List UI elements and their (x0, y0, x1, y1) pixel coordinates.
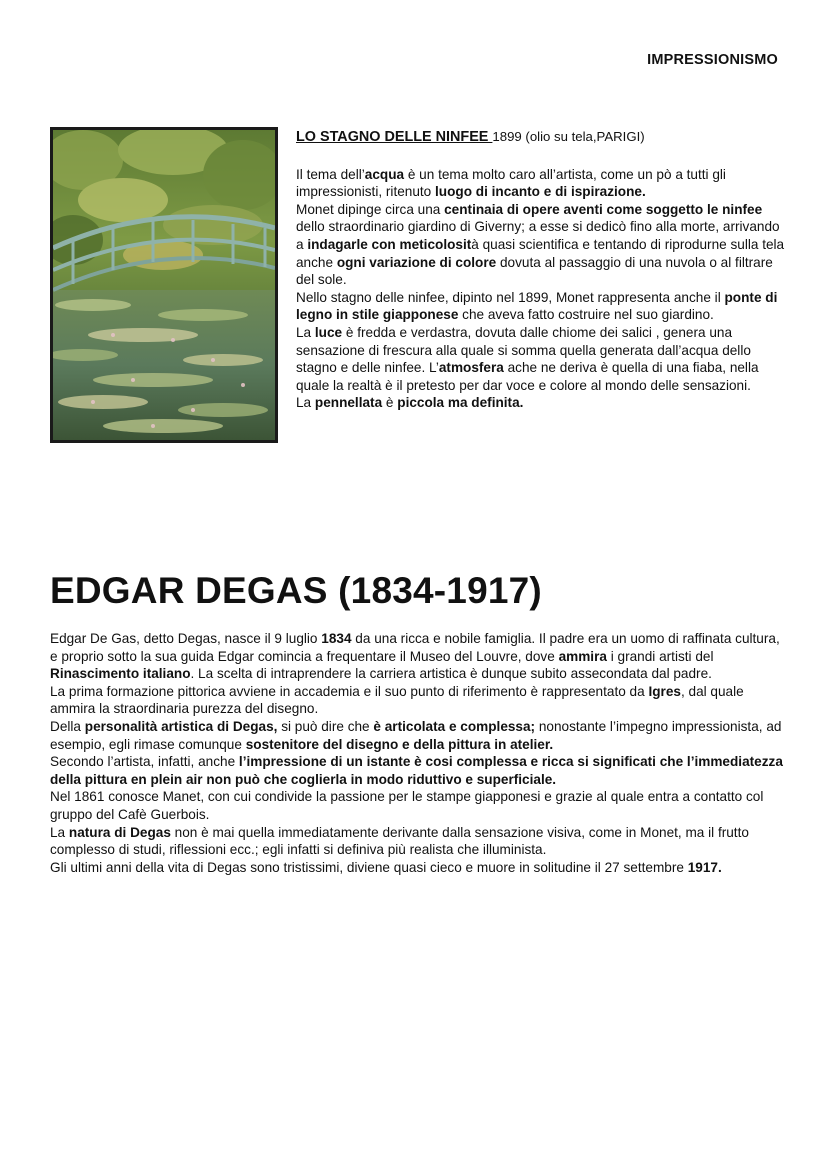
text-run: che aveva fatto costruire nel suo giardino. (458, 307, 714, 323)
degas-paragraph (50, 753, 790, 788)
text-run: dovuta al passaggio di una nuvola o al filtrare del sole. (296, 254, 773, 288)
text-run: Gli ultimi anni della vita di Degas sono tristissimi, diviene quasi cieco e muore in solitudine il 27 settembre (50, 859, 688, 875)
degas-paragraph (50, 824, 790, 859)
bold-text: è articolata e complessa; (373, 718, 536, 734)
degas-paragraph (50, 718, 790, 753)
bold-text: personalità artistica di Degas, (84, 718, 278, 734)
text-run: à quasi scientifica e tentando di riprodurne sulla tela anche (296, 236, 785, 270)
bold-text: Igres (648, 683, 681, 699)
text-run: La (296, 395, 315, 411)
article-title: LO STAGNO DELLE NINFEE (296, 129, 493, 145)
bold-text: luogo di incanto e di ispirazione. (435, 184, 646, 200)
bold-text: luce (314, 324, 343, 340)
bold-text: atmosfera (438, 360, 504, 376)
degas-paragraph (50, 683, 790, 718)
text-run: nonostante l’impegno impressionista, ad esempio, egli rimase comunque (50, 718, 782, 752)
monet-paragraph (296, 394, 786, 412)
text-run: è un tema molto caro all’artista, come un pò a tutti gli impressionisti, ritenuto (296, 166, 726, 200)
text-run: è fredda e verdastra, dovuta dalle chiome dei salici , genera una sensazione di frescura alla quale si somma quella generata dall’acqua dello stagno e delle ninfee. L’ (296, 324, 751, 376)
text-run: Il tema dell’ (296, 166, 365, 182)
bold-text: ponte di legno in stile giapponese (296, 289, 778, 323)
text-run: ache ne deriva è quella di una fiaba, nella quale la realtà è il pretesto per dar voce e colore al mondo delle sensazioni. (296, 360, 759, 393)
text-run: è (382, 395, 398, 411)
bold-text: ammira (558, 648, 607, 664)
bold-text: natura di Degas (68, 824, 171, 840)
text-run: Edgar De Gas, detto Degas, nasce il 9 luglio (50, 631, 322, 646)
bold-text: Rinascimento italiano (50, 666, 191, 682)
bold-text: pennellata (314, 395, 383, 411)
text-run: , dal quale ammira la straordinaria purezza del disegno. (50, 683, 744, 717)
degas-paragraph (50, 859, 790, 877)
monet-paragraph (296, 289, 786, 324)
monet-article (296, 128, 786, 412)
text-run: si può dire che (277, 718, 374, 734)
text-run: . La scelta di intraprendere la carriera artistica è dunque subito assecondata dal padre. (190, 666, 712, 682)
article-title-line (296, 128, 786, 147)
text-run: Della (50, 718, 85, 734)
degas-heading: EDGAR DEGAS (1834-1917) (50, 570, 542, 611)
text-run: Secondo l’artista, infatti, anche (50, 754, 239, 770)
text-run: La (296, 324, 315, 340)
bold-text: 1834 (321, 631, 352, 646)
bold-text: l’impressione di un istante è cosi complessa e ricca si significati che l’immediatezza della pittura en plein air non può che coglierla in modo riduttivo e superficiale. (50, 754, 783, 787)
bold-text: sostenitore del disegno e della pittura in atelier. (245, 736, 554, 752)
text-run: Nello stagno delle ninfee, dipinto nel 1899, Monet rappresenta anche il (296, 289, 725, 305)
text-run: da una ricca e nobile famiglia. Il padre era un uomo di raffinata cultura, e proprio sotto la sua guida Edgar comincia a frequentare il Museo del Louvre, dove (50, 631, 780, 664)
text-run: i grandi artisti del (606, 648, 714, 664)
text-run: Monet dipinge circa una (296, 201, 445, 217)
text-run: La (50, 824, 69, 840)
bold-text: 1917. (687, 859, 722, 875)
monet-paragraph (296, 166, 786, 201)
painting-illustration (53, 130, 275, 440)
monet-paragraph (296, 324, 786, 394)
degas-biography (50, 630, 790, 876)
text-run: La prima formazione pittorica avviene in accademia e il suo punto di riferimento è rappresentato da (50, 683, 649, 699)
bold-text: indagarle con meticolosit (307, 236, 472, 252)
monet-paragraph (296, 201, 786, 289)
bold-text: piccola ma definita. (397, 395, 524, 411)
article-meta: 1899 (olio su tela,PARIGI) (492, 129, 645, 144)
bold-text: acqua (364, 166, 405, 182)
bold-text: centinaia di opere aventi come soggetto le ninfee (444, 201, 763, 217)
text-run: dello straordinario giardino di Giverny; a esse si dedicò fino alla morte, arrivando a (296, 219, 780, 252)
water-lily-pond-painting (50, 127, 278, 443)
article-paragraphs (296, 166, 786, 412)
text-run: non è mai quella immediatamente derivante dalla sensazione visiva, come in Monet, ma il frutto complesso di studi, riflessioni ecc.; egli infatti si definiva più realista che illuminista. (50, 824, 749, 858)
bold-text: ogni variazione di colore (336, 254, 497, 270)
text-run: Nel 1861 conosce Manet, con cui condivide la passione per le stampe giapponesi e grazie al quale entra a contatto col gruppo del Cafè Guerbois. (50, 789, 764, 822)
degas-paragraph (50, 630, 790, 683)
section-title: IMPRESSIONISMO (647, 52, 778, 68)
degas-paragraph (50, 788, 790, 823)
